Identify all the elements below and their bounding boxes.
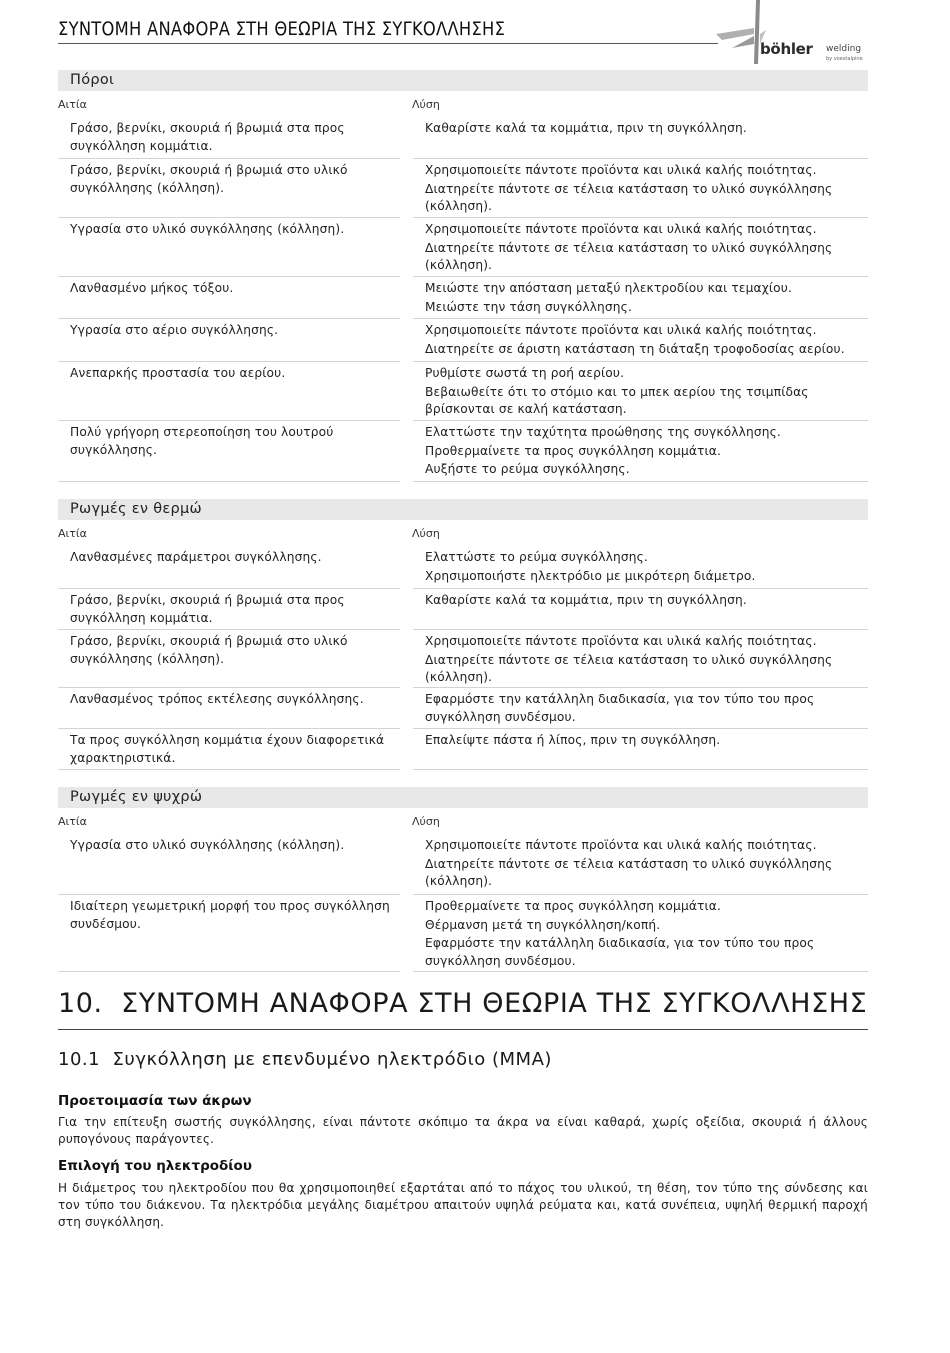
- column-solution-header: Λύση: [412, 815, 440, 828]
- row-cause: Λανθασμένες παράμετροι συγκόλλησης.: [58, 546, 400, 589]
- solution-line: Προθερμαίνετε τα προς συγκόλληση κομμάτια.: [425, 443, 721, 458]
- solution-line: Διατηρείτε πάντοτε σε τέλεια κατάσταση το υλικό συγκόλλησης (κόλληση).: [425, 181, 833, 213]
- chapter-heading: [58, 988, 868, 1019]
- row-cause: Γράσο, βερνίκι, σκουριά ή βρωμιά στα προς συγκόλληση κομμάτια.: [58, 589, 400, 630]
- solution-line: Διατηρείτε πάντοτε σε τέλεια κατάσταση το υλικό συγκόλλησης (κόλληση).: [425, 240, 833, 272]
- table-cold-cracks: [58, 787, 868, 972]
- row-cause: Υγρασία στο αέριο συγκόλλησης.: [58, 319, 400, 362]
- row-solution: [413, 688, 868, 729]
- solution-line: Χρησιμοποιείτε πάντοτε προϊόντα και υλικά καλής ποιότητας.: [425, 323, 817, 337]
- chapter-title: ΣΥΝΤΟΜΗ ΑΝΑΦΟΡΑ ΣΤΗ ΘΕΩΡΙΑ ΤΗΣ ΣΥΓΚΟΛΛΗΣΗΣ: [121, 988, 868, 1019]
- row-cause: Υγρασία στο υλικό συγκόλλησης (κόλληση).: [58, 834, 400, 895]
- solution-line: Εφαρμόστε την κατάλληλη διαδικασία, για τον τύπο του προς συγκόλληση συνδέσμου.: [425, 692, 815, 724]
- subsection-heading: Επιλογή του ηλεκτροδίου: [58, 1158, 252, 1174]
- table-row: [58, 546, 868, 589]
- row-cause: Γράσο, βερνίκι, σκουριά ή βρωμιά στα προς συγκόλληση κομμάτια.: [58, 117, 400, 159]
- header-divider: [58, 43, 718, 44]
- row-cause: Πολύ γρήγορη στερεοποίηση του λουτρού συγκόλλησης.: [58, 421, 400, 482]
- solution-line: Ελαττώστε το ρεύμα συγκόλλησης.: [425, 550, 648, 564]
- column-solution-header: Λύση: [412, 527, 440, 540]
- row-solution: [413, 117, 868, 159]
- row-cause: Γράσο, βερνίκι, σκουριά ή βρωμιά στο υλικό συγκόλλησης (κόλληση).: [58, 159, 400, 218]
- row-solution: [413, 834, 868, 895]
- row-cause: Λανθασμένο μήκος τόξου.: [58, 277, 400, 319]
- table-title: Ρωγμές εν θερμώ: [58, 499, 868, 520]
- page-header-title: ΣΥΝΤΟΜΗ ΑΝΑΦΟΡΑ ΣΤΗ ΘΕΩΡΙΑ ΤΗΣ ΣΥΓΚΟΛΛΗΣΗΣ: [58, 18, 506, 40]
- table-row: [58, 630, 868, 688]
- solution-line: Προθερμαίνετε τα προς συγκόλληση κομμάτια.: [425, 899, 721, 913]
- solution-line: Εφαρμόστε την κατάλληλη διαδικασία, για τον τύπο του προς συγκόλληση συνδέσμου.: [425, 936, 815, 968]
- table-pores: [58, 70, 868, 482]
- solution-line: Αυξήστε το ρεύμα συγκόλλησης.: [425, 462, 630, 476]
- subsection-paragraph: Για την επίτευξη σωστής συγκόλλησης, είναι πάντοτε σκόπιμο τα άκρα να είναι καθαρά, χωρίς οξείδια, σκουριά ή άλλους ρυπογόνους παράγοντες.: [58, 1115, 868, 1146]
- solution-line: Θέρμανση μετά τη συγκόλληση/κοπή.: [425, 917, 661, 932]
- solution-line: Μειώστε την τάση συγκόλλησης.: [425, 299, 632, 314]
- logo-word: welding: [826, 44, 862, 54]
- solution-line: Καθαρίστε καλά τα κομμάτια, πριν τη συγκόλληση.: [425, 121, 747, 135]
- row-cause: Ανεπαρκής προστασία του αερίου.: [58, 362, 400, 421]
- solution-line: Χρησιμοποιείτε πάντοτε προϊόντα και υλικά καλής ποιότητας.: [425, 838, 817, 852]
- chapter-number: 10.: [58, 988, 103, 1019]
- row-solution: [413, 362, 868, 421]
- solution-line: Ελαττώστε την ταχύτητα προώθησης της συγκόλλησης.: [425, 425, 781, 439]
- column-cause-header: Αιτία: [58, 527, 87, 540]
- column-headers: [58, 808, 868, 834]
- table-row: [58, 319, 868, 362]
- solution-line: Διατηρείτε πάντοτε σε τέλεια κατάσταση το υλικό συγκόλλησης (κόλληση).: [425, 652, 833, 684]
- solution-line: Χρησιμοποιείτε πάντοτε προϊόντα και υλικά καλής ποιότητας.: [425, 222, 817, 236]
- solution-line: Ρυθμίστε σωστά τη ροή αερίου.: [425, 366, 625, 380]
- solution-line: Βεβαιωθείτε ότι το στόμιο και το μπεκ αερίου της τσιμπίδας βρίσκονται σε καλή κατάσταση.: [425, 384, 809, 416]
- logo-brand: böhler: [760, 40, 813, 58]
- section-number: 10.1: [58, 1049, 101, 1070]
- table-row: [58, 688, 868, 729]
- logo-by: by voestalpine: [826, 56, 863, 62]
- table-row: [58, 362, 868, 421]
- solution-line: Καθαρίστε καλά τα κομμάτια, πριν τη συγκόλληση.: [425, 593, 747, 607]
- row-solution: [413, 319, 868, 362]
- column-cause-header: Αιτία: [58, 815, 87, 828]
- solution-line: Διατηρείτε πάντοτε σε τέλεια κατάσταση το υλικό συγκόλλησης (κόλληση).: [425, 856, 833, 888]
- section-title: Συγκόλληση με επενδυμένο ηλεκτρόδιο (MMA): [112, 1049, 552, 1070]
- row-cause: Ιδιαίτερη γεωμετρική μορφή του προς συγκόλληση συνδέσμου.: [58, 895, 400, 972]
- table-row: [58, 729, 868, 770]
- row-solution: [413, 277, 868, 319]
- table-title: Ρωγμές εν ψυχρώ: [58, 787, 868, 808]
- chapter-divider: [58, 1029, 868, 1030]
- row-cause: Λανθασμένος τρόπος εκτέλεσης συγκόλλησης.: [58, 688, 400, 729]
- table-row: [58, 218, 868, 277]
- row-solution: [413, 218, 868, 277]
- column-cause-header: Αιτία: [58, 98, 87, 111]
- table-row: [58, 159, 868, 218]
- row-solution: [413, 159, 868, 218]
- row-solution: [413, 630, 868, 688]
- solution-line: Μειώστε την απόσταση μεταξύ ηλεκτροδίου και τεμαχίου.: [425, 281, 793, 295]
- column-headers: [58, 91, 868, 117]
- table-row: [58, 834, 868, 895]
- row-cause: Γράσο, βερνίκι, σκουριά ή βρωμιά στο υλικό συγκόλλησης (κόλληση).: [58, 630, 400, 688]
- row-solution: [413, 546, 868, 589]
- table-title: Πόροι: [58, 70, 868, 91]
- table-row: [58, 589, 868, 630]
- column-solution-header: Λύση: [412, 98, 440, 111]
- solution-line: Χρησιμοποιείτε πάντοτε προϊόντα και υλικά καλής ποιότητας.: [425, 634, 817, 648]
- table-row: [58, 117, 868, 159]
- row-solution: [413, 589, 868, 630]
- solution-line: Επαλείψτε πάστα ή λίπος, πριν τη συγκόλληση.: [425, 733, 721, 747]
- row-cause: Τα προς συγκόλληση κομμάτια έχουν διαφορετικά χαρακτηριστικά.: [58, 729, 400, 770]
- row-cause: Υγρασία στο υλικό συγκόλλησης (κόλληση).: [58, 218, 400, 277]
- table-row: [58, 895, 868, 972]
- solution-line: Χρησιμοποιήστε ηλεκτρόδιο με μικρότερη διάμετρο.: [425, 568, 756, 583]
- subsection-paragraph: Η διάμετρος του ηλεκτροδίου που θα χρησιμοποιηθεί εξαρτάται από το πάχος του υλικού, τη θέση, τον τύπο της σύνδεσης και τον τύπο του διάκενου. Τα ηλεκτρόδια μεγάλης διαμέτρου απαιτούν υψηλά ρεύματα και, κατά συνέπεια, υψηλή θερμική παροχή στη συγκόλληση.: [58, 1181, 868, 1229]
- row-solution: [413, 421, 868, 482]
- subsection-heading: Προετοιμασία των άκρων: [58, 1093, 252, 1109]
- solution-line: Χρησιμοποιείτε πάντοτε προϊόντα και υλικά καλής ποιότητας.: [425, 163, 817, 177]
- solution-line: Διατηρείτε σε άριστη κατάσταση τη διάταξη τροφοδοσίας αερίου.: [425, 341, 845, 356]
- row-solution: [413, 729, 868, 770]
- column-headers: [58, 520, 868, 546]
- table-hot-cracks: [58, 499, 868, 770]
- table-row: [58, 421, 868, 482]
- row-solution: [413, 895, 868, 972]
- section-heading: [58, 1049, 552, 1070]
- table-row: [58, 277, 868, 319]
